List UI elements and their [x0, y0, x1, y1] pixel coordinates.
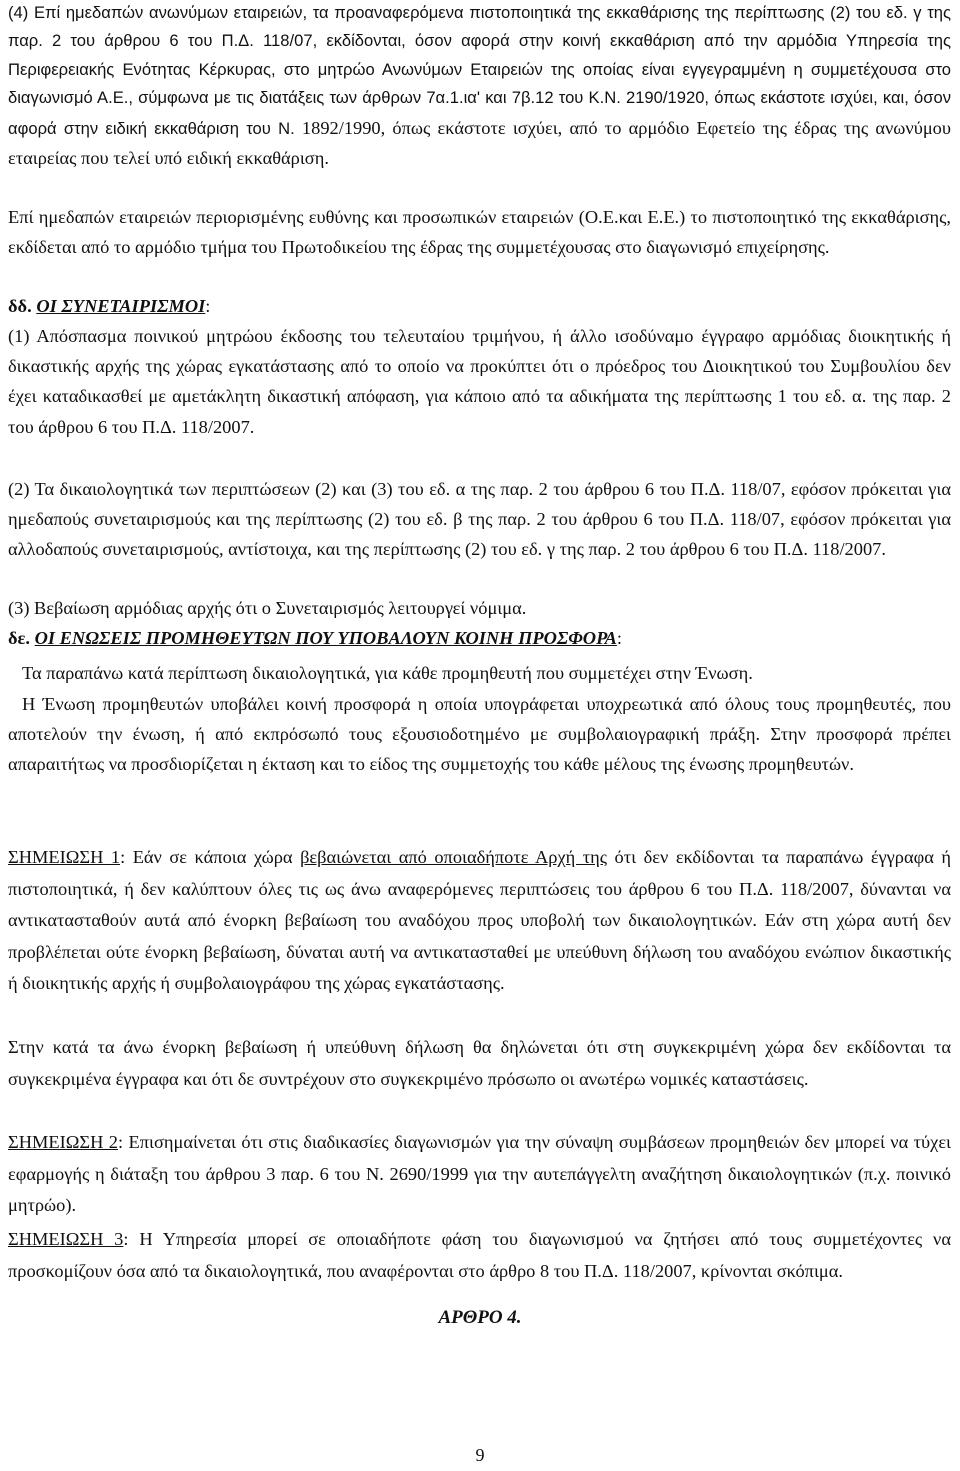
coops-item-2: (2) Τα δικαιολογητικά των περιπτώσεων (2) και (3) του εδ. α της παρ. 2 του άρθρου 6 του Π.Δ. 118/07, εφόσον πρόκειται για ημεδαπούς συνεταιρισμούς και της περίπτωσης (2) του εδ. β της παρ. 2 του άρθρου 6 του Π.Δ. 118/07, εφόσον πρόκειται για αλλοδαπούς συνεταιρισμούς, αντίστοιχα, και της περίπτωσης (2) του εδ. γ της παρ. 2 του άρθρου 6 του Π.Δ. 118/2007. — [8, 479, 951, 560]
note-1: ΣΗΜΕΙΩΣΗ 1: Εάν σε κάποια χώρα βεβαιώνεται από οποιαδήποτε Αρχή της ότι δεν εκδίδονται τα παραπάνω έγγραφα ή πιστοποιητικά, ή δεν καλύπτουν όλες τις ως άνω αναφερόμενες περιπτώσεις του άρθρου 6 του Π.Δ. 118/2007, δύνανται να αντικατασταθούν αυτά από ένορκη βεβαίωση του αναδόχου προς υποβολή των δικαιολογητικών. Εάν στη χώρα αυτή δεν προβλέπεται ούτε ένορκη βεβαίωση, δύναται αυτή να αντικατασταθεί με υπεύθυνη δήλωση του αναδόχου ενώπιον δικαστικής ή διοικητικής αρχής ή συμβολαιογράφου της χώρας εγκατάστασης. — [8, 847, 951, 993]
coops-item-3: (3) Βεβαίωση αρμόδιας αρχής ότι ο Συνεταιρισμός λειτουργεί νόμιμα. — [8, 598, 527, 618]
note-3: ΣΗΜΕΙΩΣΗ 3: Η Υπηρεσία μπορεί σε οποιαδήποτε φάση του διαγωνισμού να ζητήσει από τους συμμετέχοντες να προσκομίζουν όσα από τα δικαιολογητικά, που αναφέρονται στο άρθρο 8 του Π.Δ. 118/2007, κρίνονται σκόπιμα. — [8, 1229, 951, 1281]
paragraph-ae-liquidation: (4) Επί ημεδαπών ανωνύμων εταιρειών, τα προαναφερόμενα πιστοποιητικά της εκκαθάρισης της περίπτωσης (2) του εδ. γ της παρ. 2 του άρθρου 6 του Π.Δ. 118/07, εκδίδονται, όσον αφορά στην κοινή εκκαθάριση από την αρμόδια Υπηρεσία της Περιφερειακής Ενότητας Κέρκυρας, στο μητρώο Ανωνύμων Εταιρειών της οποίας είναι εγγεγραμμένη η συμμετέχουσα στο διαγωνισμό Α.Ε., σύμφωνα με τις διατάξεις των άρθρων 7α.1.ια' και 7β.12 του Κ.Ν. 2190/1920, όπως εκάστοτε ισχύει, και, όσον αφορά στην ειδική εκκαθάριση του Ν. 1892/1990, όπως εκάστοτε ισχύει, από το αρμόδιο Εφετείο της έδρας της ανωνύμου εταιρείας που τελεί υπό ειδική εκκαθάριση. — [8, 3, 951, 169]
paragraph-ae-liquidation-cont: 1892/1990, όπως εκάστοτε ισχύει, από το αρμόδιο Εφετείο της έδρας της ανωνύμου εταιρείας που τελεί υπό ειδική εκκαθάριση. — [8, 117, 951, 169]
section-unions-title: ΟΙ ΕΝΩΣΕΙΣ ΠΡΟΜΗΘΕΥΤΩΝ ΠΟΥ ΥΠΟΒΑΛΟΥΝ ΚΟΙΝΗ ΠΡΟΣΦΟΡΑ — [34, 628, 617, 648]
paragraph-epe-liquidation: Επί ημεδαπών εταιρειών περιορισμένης ευθύνης και προσωπικών εταιρειών (Ο.Ε.και Ε.Ε.) το πιστοποιητικό της εκκαθάρισης, εκδίδεται από το αρμόδιο τμήμα του Πρωτοδικείου της έδρας της συμμετέχουσας στο διαγωνισμό επιχείρησης. — [8, 207, 951, 258]
section-coops-heading: δδ. ΟΙ ΣΥΝΕΤΑΙΡΙΣΜΟΙ: — [8, 296, 211, 316]
note-1-label: ΣΗΜΕΙΩΣΗ 1 — [8, 847, 121, 867]
section-unions-heading: δε. ΟΙ ΕΝΩΣΕΙΣ ΠΡΟΜΗΘΕΥΤΩΝ ΠΟΥ ΥΠΟΒΑΛΟΥΝ ΚΟΙΝΗ ΠΡΟΣΦΟΡΑ: — [8, 628, 623, 648]
note-3-label: ΣΗΜΕΙΩΣΗ 3 — [8, 1229, 124, 1249]
note-1-paragraph-2: Στην κατά τα άνω ένορκη βεβαίωση ή υπεύθυνη δήλωση θα δηλώνεται ότι στη συγκεκριμένη χώρα δεν εκδίδονται τα συγκεκριμένα έγγραφα και ότι δε συντρέχουν στο συγκεκριμένο πρόσωπο οι ανωτέρω νομικές καταστάσεις. — [8, 1037, 951, 1089]
note-2-label: ΣΗΜΕΙΩΣΗ 2 — [8, 1132, 118, 1152]
unions-paragraph-1: Τα παραπάνω κατά περίπτωση δικαιολογητικά, για κάθε προμηθευτή που συμμετέχει στην Ένωση. — [22, 663, 753, 683]
article-heading: ΑΡΘΡΟ 4. — [438, 1307, 522, 1328]
section-coops-title: ΟΙ ΣΥΝΕΤΑΙΡΙΣΜΟΙ — [36, 296, 206, 316]
page-number: 9 — [475, 1445, 485, 1465]
unions-paragraph-2: Η Ένωση προμηθευτών υποβάλει κοινή προσφορά η οποία υπογράφεται υποχρεωτικά από όλους τους προμηθευτές, που αποτελούν την ένωση, ή από εκπρόσωπό τους εξουσιοδοτημένο με συμβολαιογραφική πράξη. Στην προσφορά πρέπει απαραιτήτως να προσδιορίζεται η έκταση και το είδος της συμμετοχής του κάθε μέλους της ένωσης προμηθευτών. — [8, 694, 951, 775]
note-2: ΣΗΜΕΙΩΣΗ 2: Επισημαίνεται ότι στις διαδικασίες διαγωνισμών για την σύναψη συμβάσεων προμηθειών δεν μπορεί να τύχει εφαρμογής η διάταξη του άρθρου 3 παρ. 6 του Ν. 2690/1999 για την αυτεπάγγελτη αναζήτηση δικαιολογητικών (π.χ. ποινικό μητρώο). — [8, 1132, 951, 1215]
coops-item-1: (1) Απόσπασμα ποινικού μητρώου έκδοσης του τελευταίου τριμήνου, ή άλλο ισοδύναμο έγγραφο αρμόδιας διοικητικής ή δικαστικής αρχής της χώρας εγκατάστασης από το οποίο να προκύπτει ότι ο πρόεδρος του Διοικητικού του Συμβουλίου δεν έχει καταδικασθεί με αμετάκλητη δικαστική απόφαση, για κάποιο από τα αδικήματα της περίπτωσης 1 του εδ. α. της παρ. 2 του άρθρου 6 του Π.Δ. 118/2007. — [8, 326, 951, 437]
